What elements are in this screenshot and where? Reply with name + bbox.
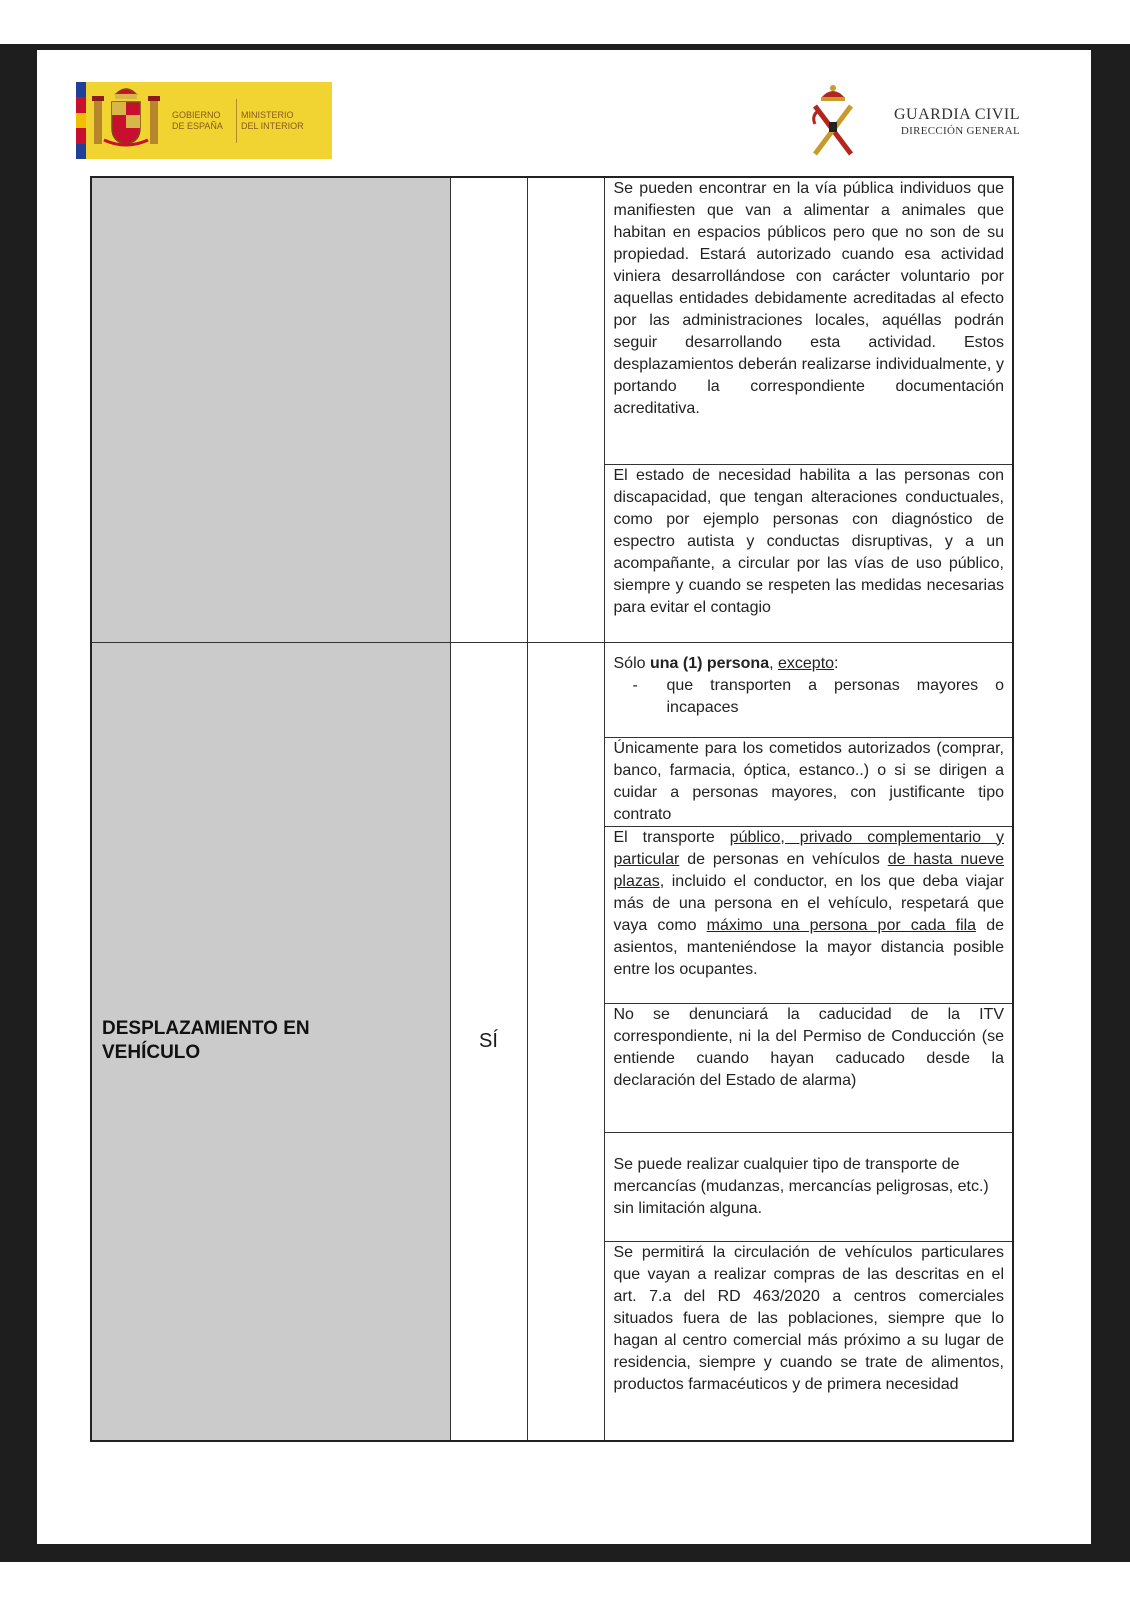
ministry-line1: MINISTERIO [241,109,294,120]
gov-line2: DE ESPAÑA [172,120,223,131]
sub-row [605,643,1013,738]
authorized-tasks-text: Únicamente para los cometidos autorizados (comprar, banco, farmacia, óptica, estanco..) o si se dirigen a cuidar a personas mayores, con justificante tipo contrato [613,739,1004,823]
sub-cell [605,1132,1013,1241]
sub-cell [605,465,1013,641]
text-span: , [769,654,778,672]
sub-row [605,1132,1013,1241]
one-person-text [605,653,1013,675]
category-label: DESPLAZAMIENTO EN VEHÍCULO [102,1018,310,1063]
list-item: - que transporten a personas mayores o incapaces [633,675,1005,719]
sub-row [605,178,1013,465]
sub-row [605,1241,1013,1440]
underlined-text: máximo una persona por cada fila [706,916,977,934]
ministerio-text [241,110,321,132]
empty-cell [527,177,604,642]
sub-cell [605,178,1013,465]
text-span: El transporte [613,828,730,846]
sub-cell [605,1003,1013,1132]
measures-table [90,176,1014,1442]
coat-of-arms-icon [86,82,166,159]
sub-cell [605,737,1013,826]
bold-text: una (1) persona [649,654,770,672]
disability-text: El estado de necesidad habilita a las personas con discapacidad, que tengan alteraciones conductuales, como por ejemplo personas con diagnóstico de espectro autista y conductas disruptivas, y a un acompañante, a circular por las vías de uso público, siempre y cuando se respeten las medidas necesarias para evitar el contagio [613,467,1004,616]
gobierno-espana-logo [76,82,332,159]
text-span: de personas en vehículos [679,850,888,868]
text-span: de asientos, manteniéndose la mayor distancia posible entre los ocupantes. [613,916,1004,978]
gobierno-text [166,110,232,132]
guardia-civil-emblem-icon [807,84,859,160]
description-subtable [605,643,1013,1440]
document-header [37,50,1091,180]
description-subtable [605,178,1013,640]
table-row [91,642,1013,1441]
sub-row [605,465,1013,641]
category-cell [91,642,450,1441]
goods-transport-text: Se puede realizar cualquier tipo de transporte de mercancías (mudanzas, mercancías peligrosas, etc.) sin limitación alguna. [613,1155,989,1217]
guardia-civil-text [865,106,1020,138]
sub-row [605,1003,1013,1132]
public-transport-text [605,827,1013,981]
table-row [91,177,1013,642]
text-span: : [834,654,839,672]
text-span: Sólo [613,654,650,672]
category-cell [91,177,450,642]
status-cell [450,177,527,642]
ministry-line2: DEL INTERIOR [241,120,304,131]
logo-divider [236,99,237,143]
gc-title: GUARDIA CIVIL [893,106,1020,123]
sub-cell [605,643,1013,738]
sub-row [605,737,1013,826]
shopping-text: Se permitirá la circulación de vehículos particulares que vayan a realizar compras de las descritas en el art. 7.a del RD 463/2020 a centros comerciales situados fuera de las poblaciones, siempre que lo hagan al centro comercial más próximo a su lugar de residencia, siempre y cuando se trate de alimentos, productos farmacéuticos y de primera necesidad [613,1243,1004,1393]
gov-line1: GOBIERNO [172,109,221,120]
sub-cell [605,1241,1013,1440]
underlined-text: de hasta nueve plazas [613,850,1005,890]
animal-feeding-text: Se pueden encontrar en la vía pública individuos que manifiesten que van a alimentar a animales que habitan en espacios públicos pero que no son de su propiedad. Estará autorizado cuando esa actividad viniera desarrollándose con carácter voluntario por aquellas entidades debidamente acreditadas al efecto por las administraciones locales, aquéllas podrán seguir desarrollando esta actividad. Estos desplazamientos deberán realizarse individualmente, y portando la correspondiente documentación acreditativa. [613,180,1004,417]
status-cell: SÍ [450,642,527,1441]
underlined-text: público, privado complementario y particular [613,828,1005,868]
description-cell [604,642,1013,1441]
sub-cell [605,826,1013,1003]
document-page [37,50,1091,1544]
spain-flag-strip [76,82,86,159]
underlined-text: excepto [778,654,835,672]
text-span: , incluido el conductor, en los que deba viajar más de una persona en el vehículo, respetará que vaya como [613,872,1004,934]
itv-text: No se denunciará la caducidad de la ITV correspondiente, ni la del Permiso de Conducción (se entiende cuando hayan caducado desde la declaración del Estado de alarma) [613,1005,1004,1089]
empty-cell [527,642,604,1441]
sub-row [605,826,1013,1003]
description-cell [604,177,1013,642]
gc-subtitle: DIRECCIÓN GENERAL [900,125,1020,137]
exception-list [605,675,1013,719]
